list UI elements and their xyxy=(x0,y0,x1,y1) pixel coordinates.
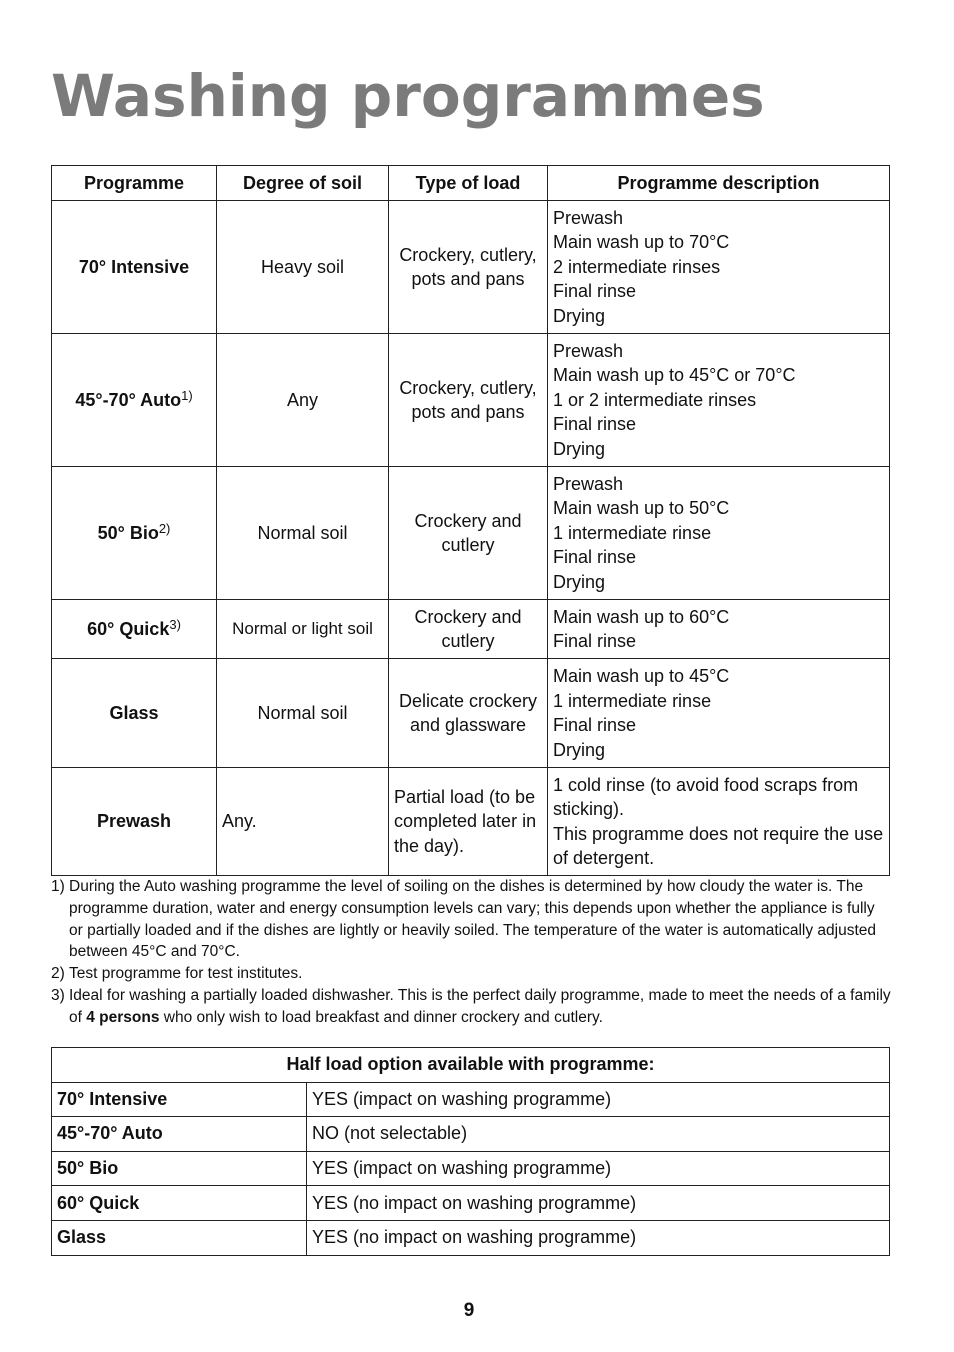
description-line: Final rinse xyxy=(553,281,637,302)
programme-name: Glass xyxy=(109,702,159,723)
half-load-table xyxy=(51,1047,890,1256)
load-cell: Crockery and cutlery xyxy=(389,600,548,659)
programme-table-header-row xyxy=(52,166,890,201)
programme-name-cell xyxy=(52,659,217,768)
half-load-programme: 70° Intensive xyxy=(52,1082,307,1117)
footnote-text: who only wish to load breakfast and dinner crockery and cutlery. xyxy=(159,1008,603,1026)
load-cell: Crockery, cutlery, pots and pans xyxy=(389,334,548,467)
description-line: Main wash up to 60°C xyxy=(553,606,730,627)
half-load-header-row xyxy=(52,1048,890,1083)
half-load-value: YES (impact on washing programme) xyxy=(307,1082,890,1117)
description-cell xyxy=(548,600,890,659)
programme-name-cell xyxy=(52,334,217,467)
description-line: Final rinse xyxy=(553,547,637,568)
table-row xyxy=(52,659,890,768)
footnotes xyxy=(51,876,891,1029)
load-cell: Delicate crockery and glassware xyxy=(389,659,548,768)
table-row xyxy=(52,1151,890,1186)
table-row xyxy=(52,201,890,334)
programme-name: 45°-70° Auto xyxy=(75,389,182,410)
description-cell xyxy=(548,201,890,334)
page-number: 9 xyxy=(463,1300,475,1321)
page-title: Washing programmes xyxy=(51,62,765,130)
footnote-text: During the Auto washing programme the level of soiling on the dishes is determined by how cloudy the water is. The programme duration, water and energy consumption levels can vary; this depends upon whether the appliance is fully or partially loaded and if the dishes are lightly or heavily soiled. The temperature of the water is automatically adjusted between 45°C and 70°C. xyxy=(69,878,877,961)
soil-cell: Any. xyxy=(217,768,389,876)
description-line: Drying xyxy=(553,438,606,459)
table-row xyxy=(52,600,890,659)
description-line: 1 cold rinse (to avoid food scraps from sticking). xyxy=(553,774,859,819)
load-cell: Crockery and cutlery xyxy=(389,467,548,600)
description-line: Final rinse xyxy=(553,715,637,735)
footnote-marker: 1) xyxy=(181,387,193,403)
half-load-value: NO (not selectable) xyxy=(307,1117,890,1152)
half-load-programme: 60° Quick xyxy=(52,1186,307,1221)
half-load-value: YES (no impact on washing programme) xyxy=(307,1186,890,1221)
load-cell: Crockery, cutlery, pots and pans xyxy=(389,201,548,334)
table-row xyxy=(52,467,890,600)
table-row xyxy=(52,768,890,876)
description-line: This programme does not require the use of detergent. xyxy=(553,823,884,868)
half-load-programme: Glass xyxy=(52,1220,307,1255)
programme-name: 60° Quick xyxy=(87,618,170,639)
footnote xyxy=(51,963,891,985)
header-programme-description: Programme description xyxy=(548,166,890,201)
footnote-text: Ideal for washing a partially loaded dishwasher. This is the perfect daily programme, made to meet the needs of a family of xyxy=(69,986,891,1026)
half-load-value: YES (no impact on washing programme) xyxy=(307,1220,890,1255)
soil-cell: Normal soil xyxy=(217,659,389,768)
description-line: Prewash xyxy=(553,207,624,228)
half-load-programme: 50° Bio xyxy=(52,1151,307,1186)
programme-name: Prewash xyxy=(96,811,172,832)
table-row xyxy=(52,1082,890,1117)
table-row xyxy=(52,1186,890,1221)
programme-name-cell xyxy=(52,768,217,876)
soil-cell: Heavy soil xyxy=(217,201,389,334)
description-cell xyxy=(548,768,890,876)
description-line: Drying xyxy=(553,571,606,592)
programme-name-cell xyxy=(52,600,217,659)
description-line: 2 intermediate rinses xyxy=(553,256,721,277)
description-line: Main wash up to 45°C or 70°C xyxy=(553,365,796,386)
soil-cell: Normal or light soil xyxy=(217,600,389,659)
table-row xyxy=(52,1117,890,1152)
header-type-of-load: Type of load xyxy=(389,166,548,201)
description-cell xyxy=(548,659,890,768)
footnote xyxy=(51,876,891,963)
footnote-text: Test programme for test institutes. xyxy=(69,965,303,983)
description-line: Final rinse xyxy=(553,414,637,435)
footnote-marker: 2) xyxy=(158,520,171,536)
description-line: Final rinse xyxy=(553,631,637,651)
description-line: 1 intermediate rinse xyxy=(553,522,712,543)
footnote-number: 1) xyxy=(51,878,65,895)
description-cell xyxy=(548,334,890,467)
description-line: Drying xyxy=(553,739,606,760)
table-row xyxy=(52,334,890,467)
description-line: Main wash up to 70°C xyxy=(553,232,730,253)
soil-cell: Any xyxy=(217,334,389,467)
footnote-bold-text: 4 persons xyxy=(86,1008,160,1026)
description-line: Prewash xyxy=(553,340,624,361)
soil-cell: Normal soil xyxy=(217,467,389,600)
description-line: 1 intermediate rinse xyxy=(553,690,712,711)
load-cell: Partial load (to be completed later in the day). xyxy=(389,768,548,876)
half-load-header: Half load option available with programme: xyxy=(52,1048,890,1083)
programme-name-cell xyxy=(52,467,217,600)
programme-name: 70° Intensive xyxy=(78,256,190,277)
footnote xyxy=(51,985,891,1029)
header-programme: Programme xyxy=(52,166,217,201)
programme-name-cell xyxy=(52,201,217,334)
description-line: Drying xyxy=(553,305,606,326)
header-degree-of-soil: Degree of soil xyxy=(217,166,389,201)
footnote-marker: 3) xyxy=(169,616,181,632)
footnote-number: 2) xyxy=(51,965,65,983)
programme-name: 50° Bio xyxy=(97,522,159,543)
description-line: 1 or 2 intermediate rinses xyxy=(553,389,757,410)
table-row xyxy=(52,1220,890,1255)
description-cell xyxy=(548,467,890,600)
footnote-number: 3) xyxy=(51,986,65,1004)
half-load-programme: 45°-70° Auto xyxy=(52,1117,307,1152)
programme-table xyxy=(51,165,890,876)
description-line: Prewash xyxy=(553,473,624,494)
description-line: Main wash up to 50°C xyxy=(553,498,730,519)
description-line: Main wash up to 45°C xyxy=(553,666,730,686)
half-load-value: YES (impact on washing programme) xyxy=(307,1151,890,1186)
